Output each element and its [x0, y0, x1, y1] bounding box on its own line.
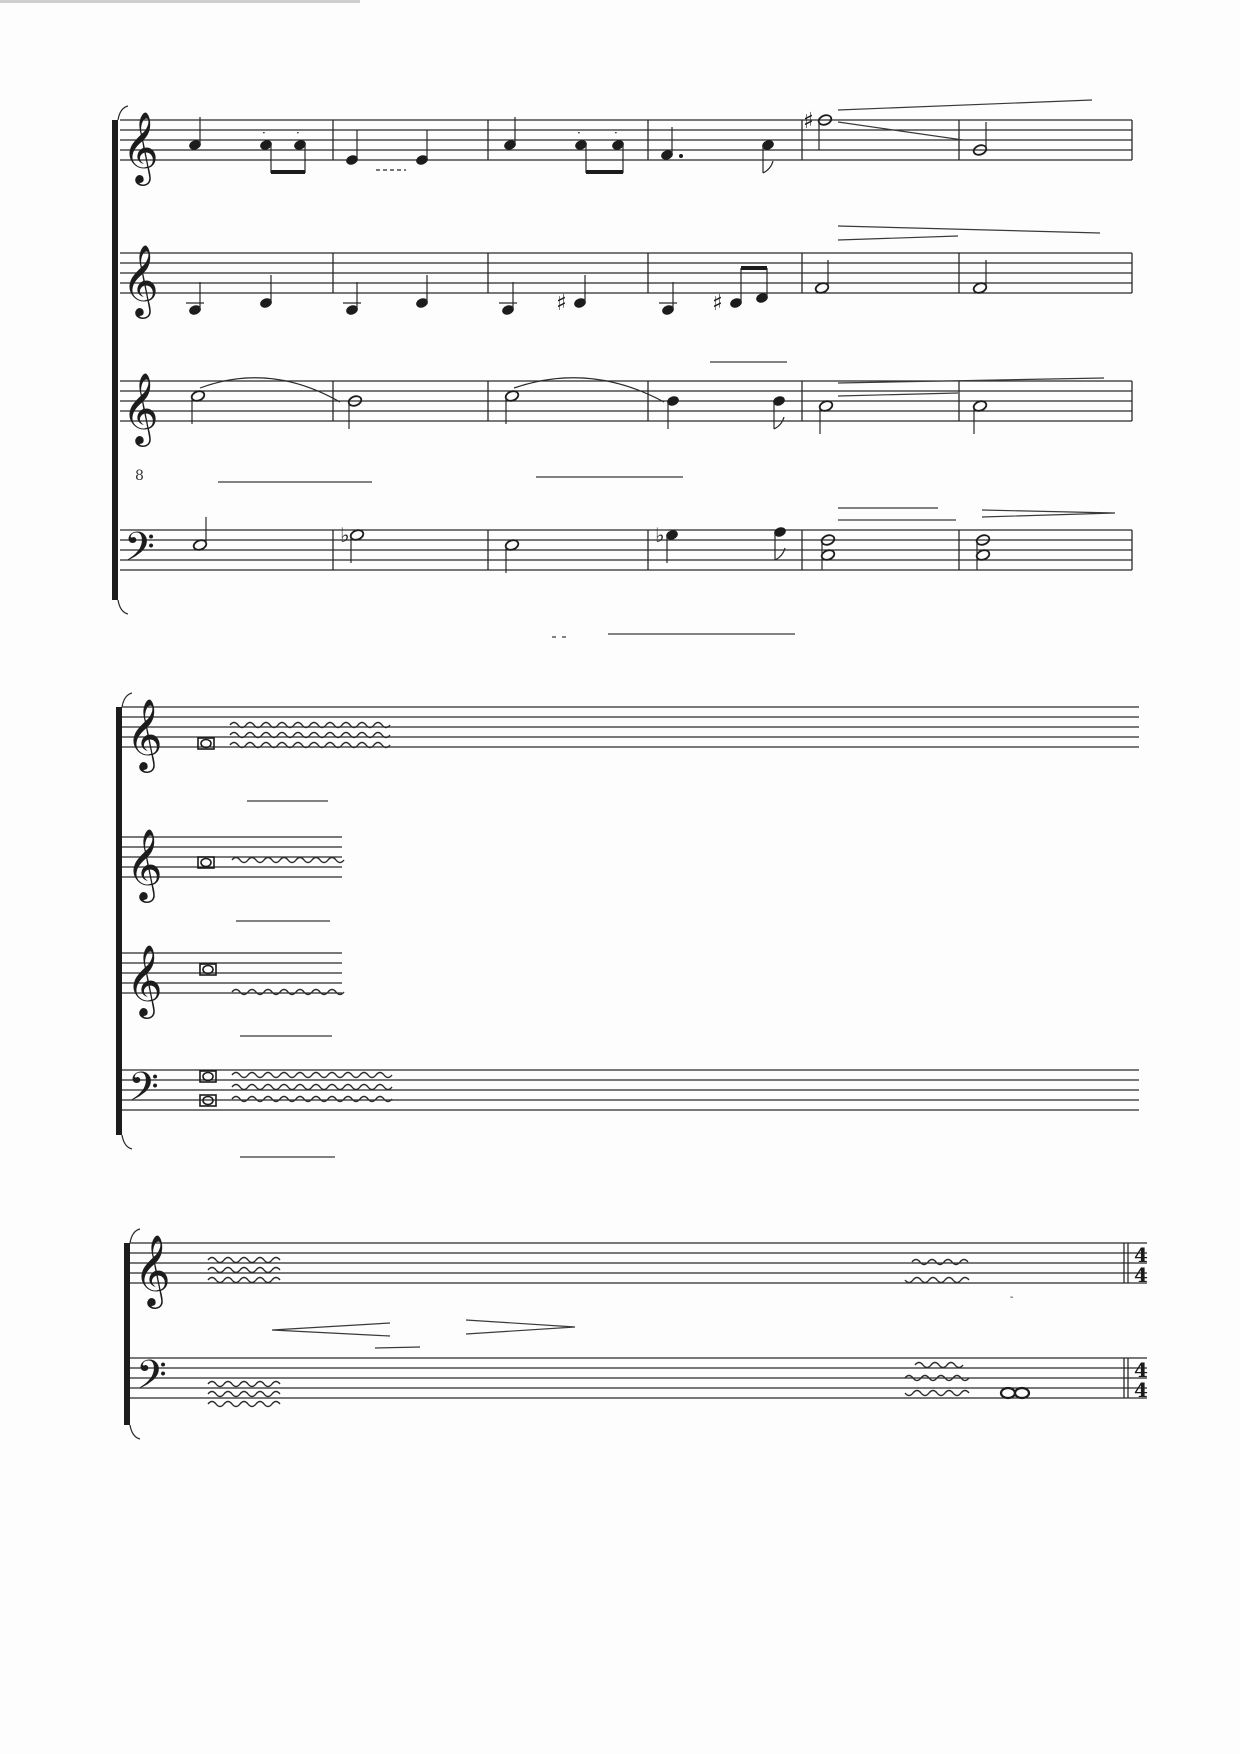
svg-text:♯: ♯	[712, 291, 723, 316]
svg-text:♯: ♯	[556, 291, 567, 316]
svg-text:♯: ♯	[803, 109, 814, 134]
svg-text:4: 4	[1134, 1243, 1148, 1267]
svg-text:·: ·	[296, 126, 300, 140]
breve-notes	[198, 738, 216, 1106]
system-2	[116, 693, 1139, 1157]
staff-2-notes	[186, 260, 988, 316]
diminuendo-hairpin	[466, 1320, 575, 1334]
hairpin-line	[838, 236, 958, 240]
treble-clef: 𝄞	[122, 243, 159, 316]
svg-text:4: 4	[1134, 1358, 1148, 1382]
svg-text:♭: ♭	[655, 523, 665, 547]
system-bracket	[116, 707, 122, 1135]
bass-clef: 𝄢	[128, 1064, 159, 1120]
staff-4-notes	[192, 517, 990, 573]
system-bracket	[124, 1243, 130, 1425]
system-bracket	[112, 120, 118, 600]
bass-clef: 𝄢	[136, 1352, 167, 1408]
barlines	[333, 120, 1132, 570]
staff-3-notes	[190, 378, 987, 434]
crescendo-hairpin	[272, 1323, 390, 1336]
hairpin-line	[375, 1347, 420, 1348]
hairpin-line	[838, 393, 958, 396]
octave-mark: 8	[135, 468, 144, 484]
bracket-bottom-hook	[122, 1135, 132, 1149]
hairpin-line	[838, 226, 1100, 233]
diminuendo-hairpin	[982, 510, 1115, 517]
staff-2	[130, 1358, 1147, 1398]
svg-text:4: 4	[1134, 1378, 1148, 1402]
bass-clef: 𝄢	[124, 524, 155, 580]
treble-clef-8vb: 𝄞	[122, 371, 159, 444]
staff-4	[122, 1070, 1139, 1110]
staff-2	[120, 253, 1132, 293]
bracket-bottom-hook	[130, 1425, 140, 1439]
treble-clef: 𝄞	[122, 110, 159, 183]
svg-text:·: ·	[262, 126, 266, 140]
system-1	[112, 100, 1132, 637]
staff-1-notes	[188, 109, 988, 174]
treble-clef: 𝄞	[126, 943, 163, 1016]
svg-text:4: 4	[1134, 1263, 1148, 1287]
diminuendo-line	[838, 122, 963, 140]
wavy-glissandi	[230, 723, 392, 1102]
whole-notes	[1001, 1388, 1029, 1398]
svg-text:♭: ♭	[340, 523, 350, 547]
svg-text:-: -	[1010, 1292, 1014, 1303]
bracket-bottom-hook	[118, 600, 128, 614]
treble-clef: 𝄞	[126, 697, 163, 770]
treble-clef: 𝄞	[134, 1233, 171, 1306]
svg-text:·: ·	[614, 126, 618, 140]
staff-1	[130, 1243, 1147, 1283]
hairpin-line	[838, 100, 1092, 110]
time-signature	[1134, 1243, 1148, 1402]
treble-clef: 𝄞	[126, 827, 163, 900]
svg-text:·: ·	[577, 126, 581, 140]
final-barline	[1124, 1243, 1128, 1398]
system-3	[124, 1229, 1148, 1439]
